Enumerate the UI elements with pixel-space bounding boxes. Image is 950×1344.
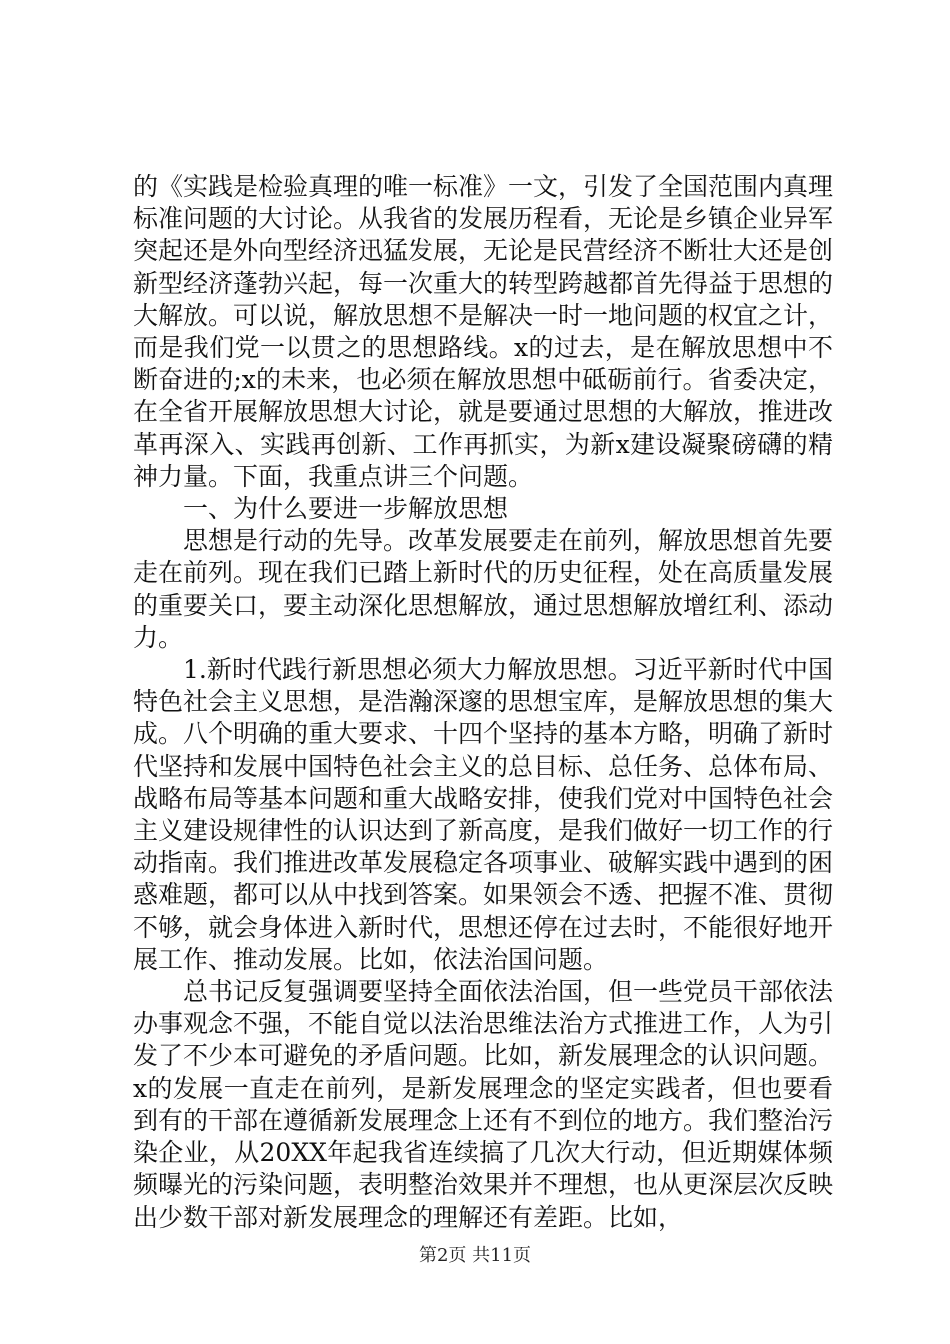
paragraph-rule-of-law: 总书记反复强调要坚持全面依法治国，但一些党员干部依法办事观念不强，不能自觉以法治思维法治方式推进工作，人为引发了不少本可避免的矛盾问题。比如，新发展理念的认识问题。x的发展一直走在前列，是新发展理念的坚定实践者，但也要看到有的干部在遵循新发展理念上还有不到位的地方。我们整治污染企业，从20XX年起我省连续搞了几次大行动，但近期媒体频频曝光的污染问题，表明整治效果并不理想，也从更深层次反映出少数干部对新发展理念的理解还有差距。比如，: [133, 977, 834, 1232]
page-number: 第2页 共11页: [418, 1245, 532, 1266]
paragraph-lead: 思想是行动的先导。改革发展要走在前列，解放思想首先要走在前列。现在我们已踏上新时代的历史征程，处在高质量发展的重要关口，要主动深化思想解放，通过思想解放增红利、添动力。: [133, 526, 834, 652]
document-body: [133, 171, 833, 1234]
paragraph-point-1: 1.新时代践行新思想必须大力解放思想。习近平新时代中国特色社会主义思想，是浩瀚深邃的思想宝库，是解放思想的集大成。八个明确的重大要求、十四个坚持的基本方略，明确了新时代坚持和发展中国特色社会主义的总目标、总任务、总体布局、战略布局等基本问题和重大战略安排，使我们党对中国特色社会主义建设规律性的认识达到了新高度，是我们做好一切工作的行动指南。我们推进改革发展稳定各项事业、破解实践中遇到的困惑难题，都可以从中找到答案。如果领会不透、把握不准、贯彻不够，就会身体进入新时代，思想还停在过去时，不能很好地开展工作、推动发展。比如，依法治国问题。: [133, 655, 834, 974]
section-heading: 一、为什么要进一步解放思想: [183, 494, 509, 524]
paragraph-intro: 的《实践是检验真理的唯一标准》一文，引发了全国范围内真理标准问题的大讨论。从我省的发展历程看，无论是乡镇企业异军突起还是外向型经济迅猛发展，无论是民营经济不断壮大还是创新型经济蓬勃兴起，每一次重大的转型跨越都首先得益于思想的大解放。可以说，解放思想不是解决一时一地问题的权宜之计，而是我们党一以贯之的思想路线。x的过去，是在解放思想中不断奋进的;x的未来，也必须在解放思想中砥砺前行。省委决定，在全省开展解放思想大讨论，就是要通过思想的大解放，推进改革再深入、实践再创新、工作再抓实，为新x建设凝聚磅礴的精神力量。下面，我重点讲三个问题。: [133, 172, 834, 491]
